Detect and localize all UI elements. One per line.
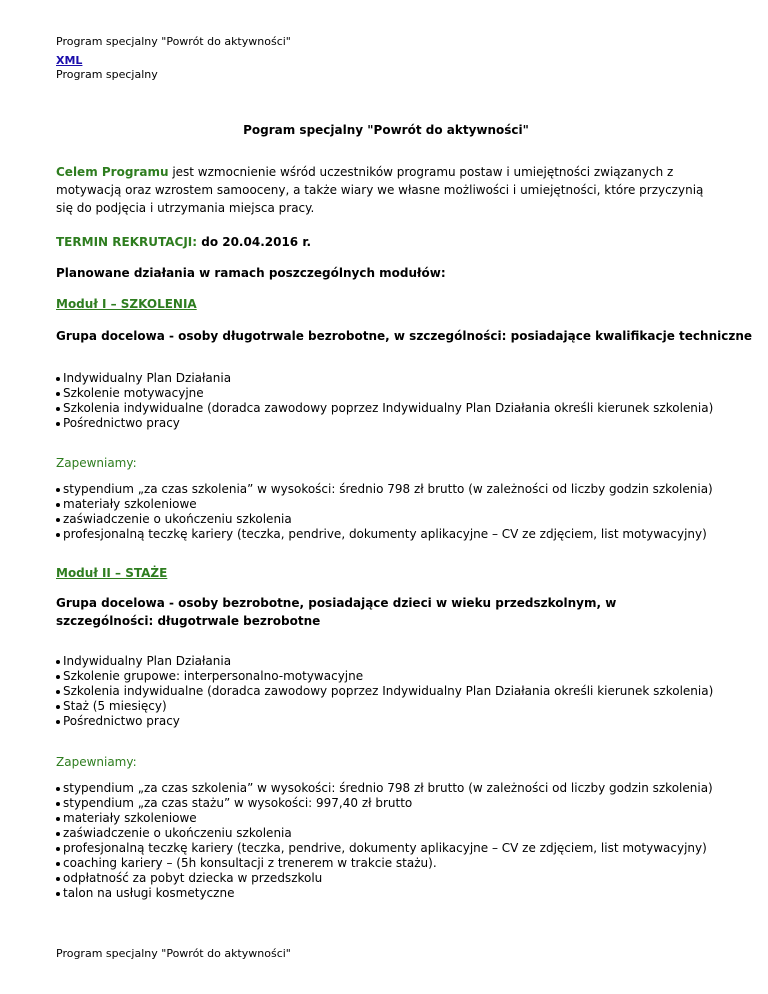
list-item: Szkolenie grupowe: interpersonalno-motywacyjne (56, 669, 713, 684)
list-item: stypendium „za czas szkolenia” w wysokości: średnio 798 zł brutto (w zależności od liczby godzin szkolenia) (56, 781, 713, 796)
list-item: Pośrednictwo pracy (56, 714, 713, 729)
header-doc-title: Program specjalny "Powrót do aktywności" (56, 35, 291, 48)
list-item: Staż (5 miesięcy) (56, 699, 713, 714)
list-item: profesjonalną teczkę kariery (teczka, pendrive, dokumenty aplikacyjne – CV ze zdjęciem, list motywacyjny) (56, 841, 713, 856)
list-item: zaświadczenie o ukończeniu szkolenia (56, 826, 713, 841)
list-item: coaching kariery – (5h konsultacji z trenerem w trakcie stażu). (56, 856, 713, 871)
list-item: talon na usługi kosmetyczne (56, 886, 713, 901)
xml-link[interactable]: XML (56, 54, 83, 67)
intro-text: jest wzmocnienie wśród uczestników programu postaw i umiejętności związanych z motywacją oraz wzrostem samooceny, a także wiary we własne możliwości i umiejętności, które przyczynią się do podjęcia i utrzymania miejsca pracy. (56, 165, 704, 215)
list-item: Indywidualny Plan Działania (56, 371, 713, 386)
module2-provides (56, 781, 713, 901)
list-item: materiały szkoleniowe (56, 497, 713, 512)
list-item: odpłatność za pobyt dziecka w przedszkolu (56, 871, 713, 886)
page-title: Pogram specjalny "Powrót do aktywności" (243, 123, 529, 137)
module2-target: Grupa docelowa - osoby bezrobotne, posiadające dzieci w wieku przedszkolnym, w szczególności: długotrwale bezrobotne (56, 596, 617, 628)
list-item: Szkolenia indywidualne (doradca zawodowy poprzez Indywidualny Plan Działania określi kierunek szkolenia) (56, 401, 713, 416)
footer-doc-title: Program specjalny "Powrót do aktywności" (56, 947, 291, 960)
list-item: materiały szkoleniowe (56, 811, 713, 826)
list-item: stypendium „za czas stażu” w wysokości: 997,40 zł brutto (56, 796, 713, 811)
module1-activities (56, 371, 713, 431)
list-item: Indywidualny Plan Działania (56, 654, 713, 669)
module1-title: Moduł I – SZKOLENIA (56, 297, 197, 311)
list-item: Pośrednictwo pracy (56, 416, 713, 431)
list-item: Szkolenia indywidualne (doradca zawodowy poprzez Indywidualny Plan Działania określi kierunek szkolenia) (56, 684, 713, 699)
intro-lead: Celem Programu (56, 165, 169, 179)
list-item: zaświadczenie o ukończeniu szkolenia (56, 512, 713, 527)
termin-value: do 20.04.2016 r. (197, 235, 312, 249)
module2-activities (56, 654, 713, 729)
termin-label: TERMIN REKRUTACJI: (56, 235, 198, 249)
header-category: Program specjalny (56, 68, 158, 81)
module1-provide-label: Zapewniamy: (56, 456, 137, 470)
list-item: profesjonalną teczkę kariery (teczka, pendrive, dokumenty aplikacyjne – CV ze zdjęciem, list motywacyjny) (56, 527, 713, 542)
module2-title: Moduł II – STAŻE (56, 566, 168, 580)
module1-target: Grupa docelowa - osoby długotrwale bezrobotne, w szczególności: posiadające kwalifikacje techniczne (56, 329, 753, 343)
module1-provides (56, 482, 713, 542)
list-item: Szkolenie motywacyjne (56, 386, 713, 401)
intro-paragraph (56, 163, 716, 217)
list-item: stypendium „za czas szkolenia” w wysokości: średnio 798 zł brutto (w zależności od liczby godzin szkolenia) (56, 482, 713, 497)
module2-provide-label: Zapewniamy: (56, 755, 137, 769)
recruitment-deadline (56, 235, 311, 250)
planned-heading: Planowane działania w ramach poszczególnych modułów: (56, 266, 446, 280)
